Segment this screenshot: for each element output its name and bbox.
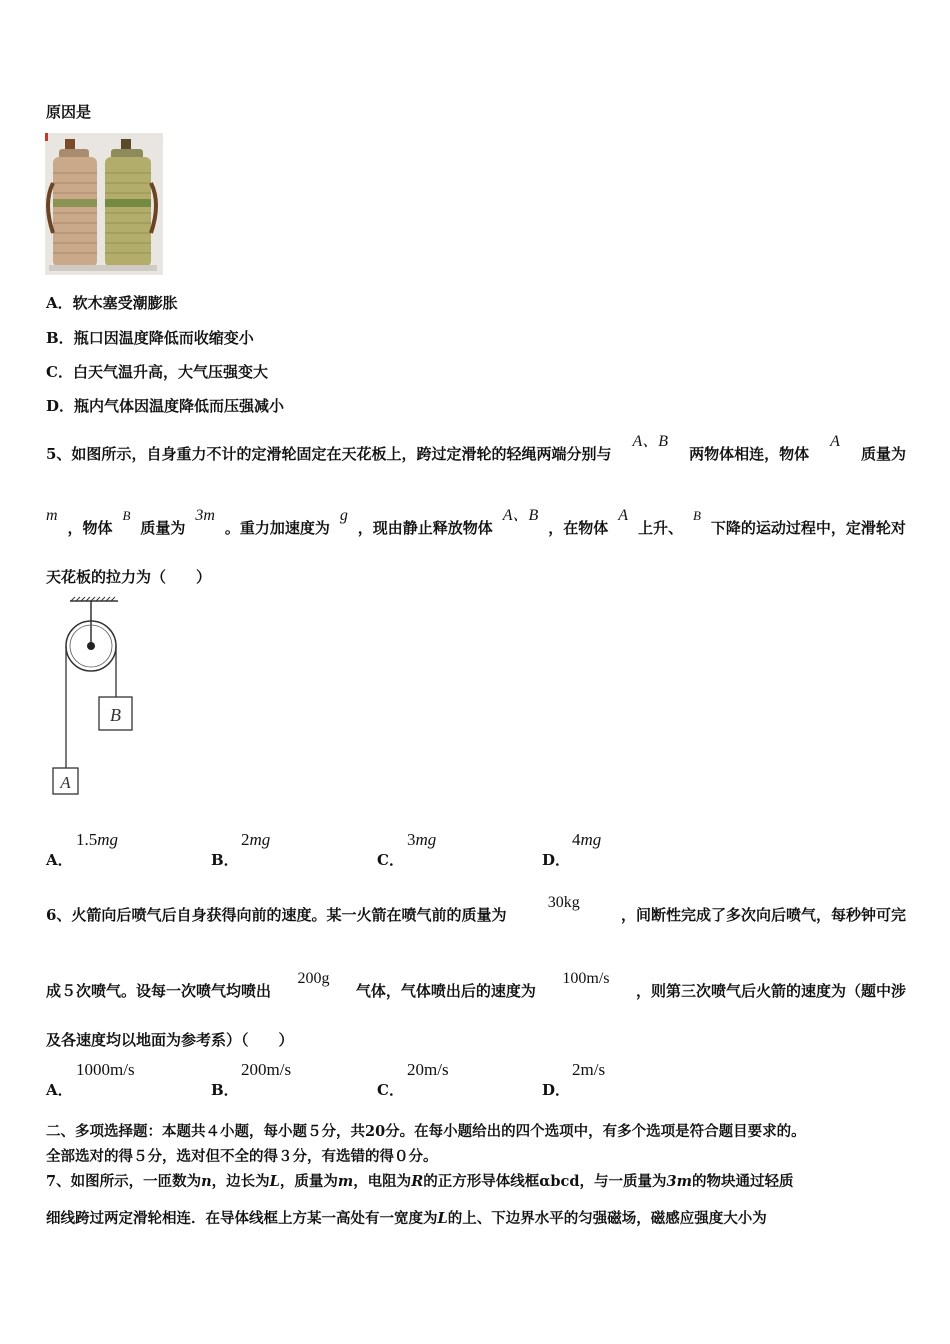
q6-options bbox=[46, 1060, 746, 1100]
q5-option-d[interactable]: D． 4mg bbox=[542, 830, 602, 869]
q5-options bbox=[46, 830, 746, 870]
pulley-diagram bbox=[40, 596, 140, 802]
thermos-bottles-photo bbox=[45, 133, 163, 275]
q4-option-c[interactable]: C．白天气温升高，大气压强变大 bbox=[46, 363, 268, 381]
q6-option-c[interactable]: C． 20m/s bbox=[377, 1060, 449, 1099]
q4-option-a[interactable]: A．软木塞受潮膨胀 bbox=[46, 294, 178, 312]
q6-stem-line-2: 成５次喷气。设每一次喷气均喷出 200g 气体，气体喷出后的速度为 100m/s ，则第三次喷气后火箭的速度为（题中涉 bbox=[46, 970, 906, 1000]
q7-stem-line-2: 细线跨过两定滑轮相连．在导体线框上方某一高处有一宽度为L的上、下边界水平的匀强磁场，磁感应强度大小为 bbox=[46, 1210, 767, 1227]
q6-stem-line-1: 6、火箭向后喷气后自身获得向前的速度。某一火箭在喷气前的质量为 30kg ，间断性完成了多次向后喷气，每秒钟可完 bbox=[46, 894, 906, 924]
q5-option-a[interactable]: A． 1.5mg bbox=[46, 830, 119, 869]
q5-option-b[interactable]: B． 2mg bbox=[211, 830, 271, 869]
q5-stem-line-1: 5、如图所示，自身重力不计的定滑轮固定在天花板上，跨过定滑轮的轻绳两端分别与 A、B 两物体相连，物体 A 质量为 bbox=[46, 433, 906, 463]
q7-stem-line-1: 7、如图所示，一匝数为n，边长为L，质量为m，电阻为R的正方形导体线框αbcd，与一质量为3m的物块通过轻质 bbox=[46, 1173, 794, 1190]
q4-option-d[interactable]: D．瓶内气体因温度降低而压强减小 bbox=[46, 397, 285, 415]
section2-heading-line-2: 全部选对的得５分，选对但不全的得３分，有选错的得０分。 bbox=[46, 1148, 438, 1165]
q4-intro: 原因是 bbox=[46, 103, 92, 121]
q4-option-b[interactable]: B．瓶口因温度降低而收缩变小 bbox=[46, 329, 254, 347]
q6-option-b[interactable]: B． 200m/s bbox=[211, 1060, 292, 1099]
block-a-label: A bbox=[60, 773, 71, 792]
q5-stem-line-3: 天花板的拉力为（ ） bbox=[46, 568, 212, 586]
section2-heading-line-1: 二、多项选择题：本题共４小题，每小题５分，共20分。在每小题给出的四个选项中，有多个选项是符合题目要求的。 bbox=[46, 1123, 806, 1140]
block-b-label: B bbox=[110, 705, 121, 725]
q6-option-a[interactable]: A． 1000m/s bbox=[46, 1060, 135, 1099]
q6-stem-line-3: 及各速度均以地面为参考系）（ ） bbox=[46, 1031, 294, 1049]
q5-option-c[interactable]: C． 3mg bbox=[377, 830, 437, 869]
q6-option-d[interactable]: D． 2m/s bbox=[542, 1060, 606, 1099]
q5-stem-line-2: m ，物体 B 质量为 3m 。重力加速度为 g ，现由静止释放物体 A、B ，在物体 A 上升、 B 下降的运动过程中，定滑轮对 bbox=[46, 507, 906, 537]
